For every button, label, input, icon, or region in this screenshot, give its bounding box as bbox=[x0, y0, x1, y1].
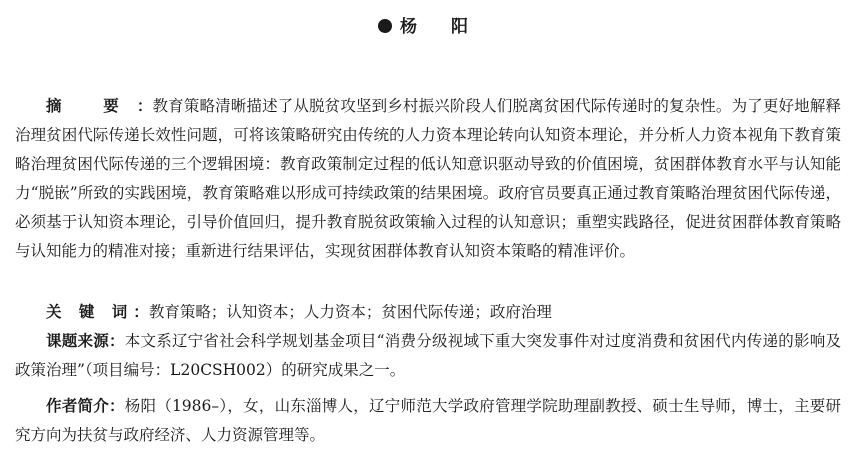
funding-source-text: 本文系辽宁省社会科学规划基金项目“消费分级视域下重大突发事件对过度消费和贫困代内传递的影响及政策治理”（项目编号：L20CSH002）的研究成果之一。 bbox=[15, 332, 841, 379]
keywords-paragraph bbox=[15, 298, 841, 327]
abstract-label: 摘 要 bbox=[46, 97, 137, 115]
author-heading bbox=[0, 14, 860, 40]
abstract-paragraph bbox=[15, 92, 841, 266]
author-bio-paragraph bbox=[15, 392, 841, 450]
author-bio-colon: ： bbox=[108, 397, 125, 415]
author-bio-text: 杨阳（1986–），女，山东淄博人，辽宁师范大学政府管理学院助理副教授、硕士生导师，博士，主要研究方向为扶贫与政府经济、人力资源管理等。 bbox=[15, 397, 841, 444]
abstract-text: 教育策略清晰描述了从脱贫攻坚到乡村振兴阶段人们脱离贫困代际传递时的复杂性。为了更好地解释治理贫困代际传递长效性问题，可将该策略研究由传统的人力资本理论转向认知资本理论，并分析人力资本视角下教育策略治理贫困代际传递的三个逻辑困境：教育政策制定过程的低认知意识驱动导致的价值困境，贫困群体教育水平与认知能力“脱嵌”所致的实践困境，教育策略难以形成可持续政策的结果困境。政府官员要真正通过教育策略治理贫困代际传递，必须基于认知资本理论，引导价值回归，提升教育脱贫政策输入过程的认知意识；重塑实践路径，促进贫困群体教育策略与认知能力的精准对接；重新进行结果评估，实现贫困群体教育认知资本策略的精准评价。 bbox=[15, 97, 841, 260]
funding-source-paragraph bbox=[15, 327, 841, 385]
keywords-text: 教育策略；认知资本；人力资本；贫困代际传递；政府治理 bbox=[148, 303, 552, 321]
funding-source-colon: ： bbox=[108, 332, 125, 350]
keywords-colon: ： bbox=[133, 303, 149, 321]
author-name: 杨 阳 bbox=[400, 17, 482, 37]
keywords-label: 关 键 词 bbox=[46, 303, 134, 321]
bullet-icon bbox=[378, 19, 392, 33]
author-bio-label: 作者简介 bbox=[46, 397, 109, 415]
funding-source-label: 课题来源 bbox=[46, 332, 109, 350]
abstract-colon: ： bbox=[136, 97, 153, 115]
